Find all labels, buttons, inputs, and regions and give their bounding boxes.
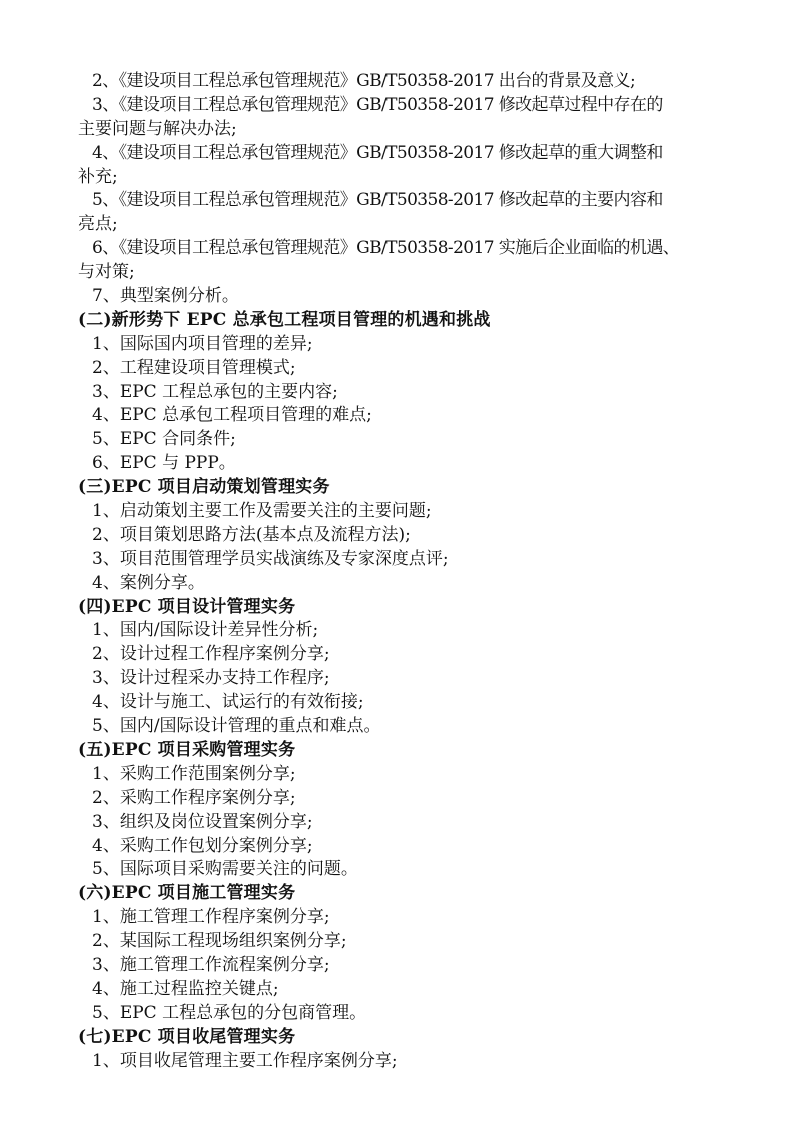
- list-item: 2、工程建设项目管理模式;: [92, 357, 296, 378]
- list-item: 1、采购工作范围案例分享;: [92, 763, 296, 784]
- list-item: 2、项目策划思路方法(基本点及流程方法);: [92, 524, 411, 545]
- list-item: 2、《建设项目工程总承包管理规范》GB/T50358-2017 出台的背景及意义;: [92, 71, 636, 91]
- list-item: 3、施工管理工作流程案例分享;: [92, 954, 330, 975]
- list-item: 5、EPC 工程总承包的分包商管理。: [92, 1002, 367, 1023]
- list-item: 3、组织及岗位设置案例分享;: [92, 811, 313, 832]
- list-item: 1、项目收尾管理主要工作程序案例分享;: [92, 1050, 398, 1071]
- list-item: 1、施工管理工作程序案例分享;: [92, 907, 330, 928]
- list-item: 5、国内/国际设计管理的重点和难点。: [92, 716, 381, 737]
- list-item-continuation: 主要问题与解决办法;: [78, 118, 237, 139]
- list-item: 7、典型案例分析。: [92, 286, 239, 307]
- list-item: 5、国际项目采购需要关注的问题。: [92, 859, 358, 880]
- section-heading: (三)EPC 项目启动策划管理实务: [78, 477, 330, 498]
- list-item-continuation: 补充;: [78, 166, 118, 187]
- list-item-continuation: 与对策;: [78, 262, 135, 283]
- list-item: 4、案例分享。: [92, 572, 205, 593]
- list-item: 5、《建设项目工程总承包管理规范》GB/T50358-2017 修改起草的主要内容和: [92, 190, 663, 211]
- document-page: [78, 70, 738, 1073]
- list-item: 2、设计过程工作程序案例分享;: [92, 644, 330, 665]
- list-item: 4、EPC 总承包工程项目管理的难点;: [92, 405, 372, 426]
- list-item: 3、项目范围管理学员实战演练及专家深度点评;: [92, 548, 449, 569]
- list-item: 1、国内/国际设计差异性分析;: [92, 620, 319, 641]
- section-heading: (五)EPC 项目采购管理实务: [78, 739, 296, 760]
- list-item: 4、施工过程监控关键点;: [92, 978, 279, 999]
- list-item: 4、采购工作包划分案例分享;: [92, 835, 313, 856]
- list-item: 2、某国际工程现场组织案例分享;: [92, 931, 347, 952]
- section-heading: (二)新形势下 EPC 总承包工程项目管理的机遇和挑战: [78, 309, 491, 330]
- section-heading: (四)EPC 项目设计管理实务: [78, 596, 296, 617]
- list-item: 3、EPC 工程总承包的主要内容;: [92, 381, 338, 402]
- list-item: 6、《建设项目工程总承包管理规范》GB/T50358-2017 实施后企业面临的机遇、: [92, 238, 680, 259]
- list-item: 2、采购工作程序案例分享;: [92, 787, 296, 808]
- list-item-continuation: 亮点;: [78, 214, 118, 235]
- list-item: 1、国际国内项目管理的差异;: [92, 333, 313, 354]
- list-item: 4、设计与施工、试运行的有效衔接;: [92, 692, 364, 713]
- section-heading: (六)EPC 项目施工管理实务: [78, 883, 296, 904]
- list-item: 4、《建设项目工程总承包管理规范》GB/T50358-2017 修改起草的重大调整和: [92, 142, 663, 163]
- list-item: 6、EPC 与 PPP。: [92, 453, 236, 474]
- list-item: 1、启动策划主要工作及需要关注的主要问题;: [92, 501, 432, 522]
- list-item: 5、EPC 合同条件;: [92, 429, 236, 450]
- list-item: 3、《建设项目工程总承包管理规范》GB/T50358-2017 修改起草过程中存在的: [92, 94, 663, 115]
- section-heading: (七)EPC 项目收尾管理实务: [78, 1026, 296, 1047]
- list-item: 3、设计过程采办支持工作程序;: [92, 668, 330, 689]
